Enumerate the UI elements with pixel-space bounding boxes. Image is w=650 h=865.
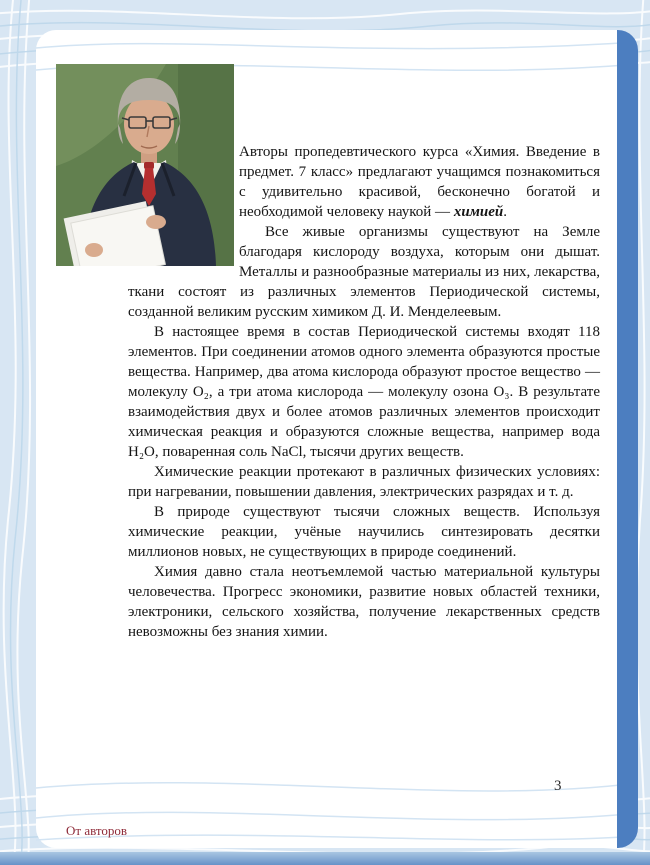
page-card (36, 30, 638, 848)
paragraph: Химические реакции протекают в различных физических условиях: при нагревании, повышении давления, электрических разрядах и т. д. (128, 464, 600, 500)
paragraph: Химия давно стала неотъемлемой частью материальной культуры человечества. Прогресс экономики, развитие новых областей техники, электроники, сельского хозяйства, получение лекарственных средств невозможны без знания химии. (128, 564, 600, 640)
intro-text-before: Авторы пропедевтического курса «Химия. Введение в предмет. 7 класс» предлагают учащимся познакомиться с удивительно красивой, бесконечно богатой и необходимой человеку наукой — (239, 144, 600, 220)
paragraph: В природе существуют тысячи сложных веществ. Используя химические реакции, учёные научились синтезировать десятки миллионов новых, не существующих в природе соединений. (128, 504, 600, 560)
bottom-accent-bar (0, 852, 650, 865)
emphasized-term: химией (453, 204, 504, 220)
intro-text-after: . (503, 204, 508, 220)
article-text (128, 142, 600, 642)
photo-float-spacer (128, 142, 239, 271)
right-accent-bar (617, 30, 638, 848)
paragraph: Все живые организмы существуют на Земле благодаря кислороду воздуха, которым они дышат. Металлы и разнообразные материалы из них, лекарства, ткани состоят из различных элементов Периодической системы, созданной великим русским химиком Д. И. Менделеевым. (128, 224, 600, 320)
footer-section-label: От авторов (66, 823, 128, 838)
paragraph: В настоящее время в состав Периодической системы входят 118 элементов. При соединении атомов одного элемента образуются простые вещества. Например, два атома кислорода образуют простое вещество — молекулу O₂, а три атома кислорода — молекулу озона O₃. В результате взаимодействия двух и более атомов различных элементов происходит химическая реакция и образуются сложные вещества, например вода H₂O, поваренная соль NaCl, тысячи других веществ. (128, 324, 600, 460)
page-number: 3 (554, 778, 562, 794)
